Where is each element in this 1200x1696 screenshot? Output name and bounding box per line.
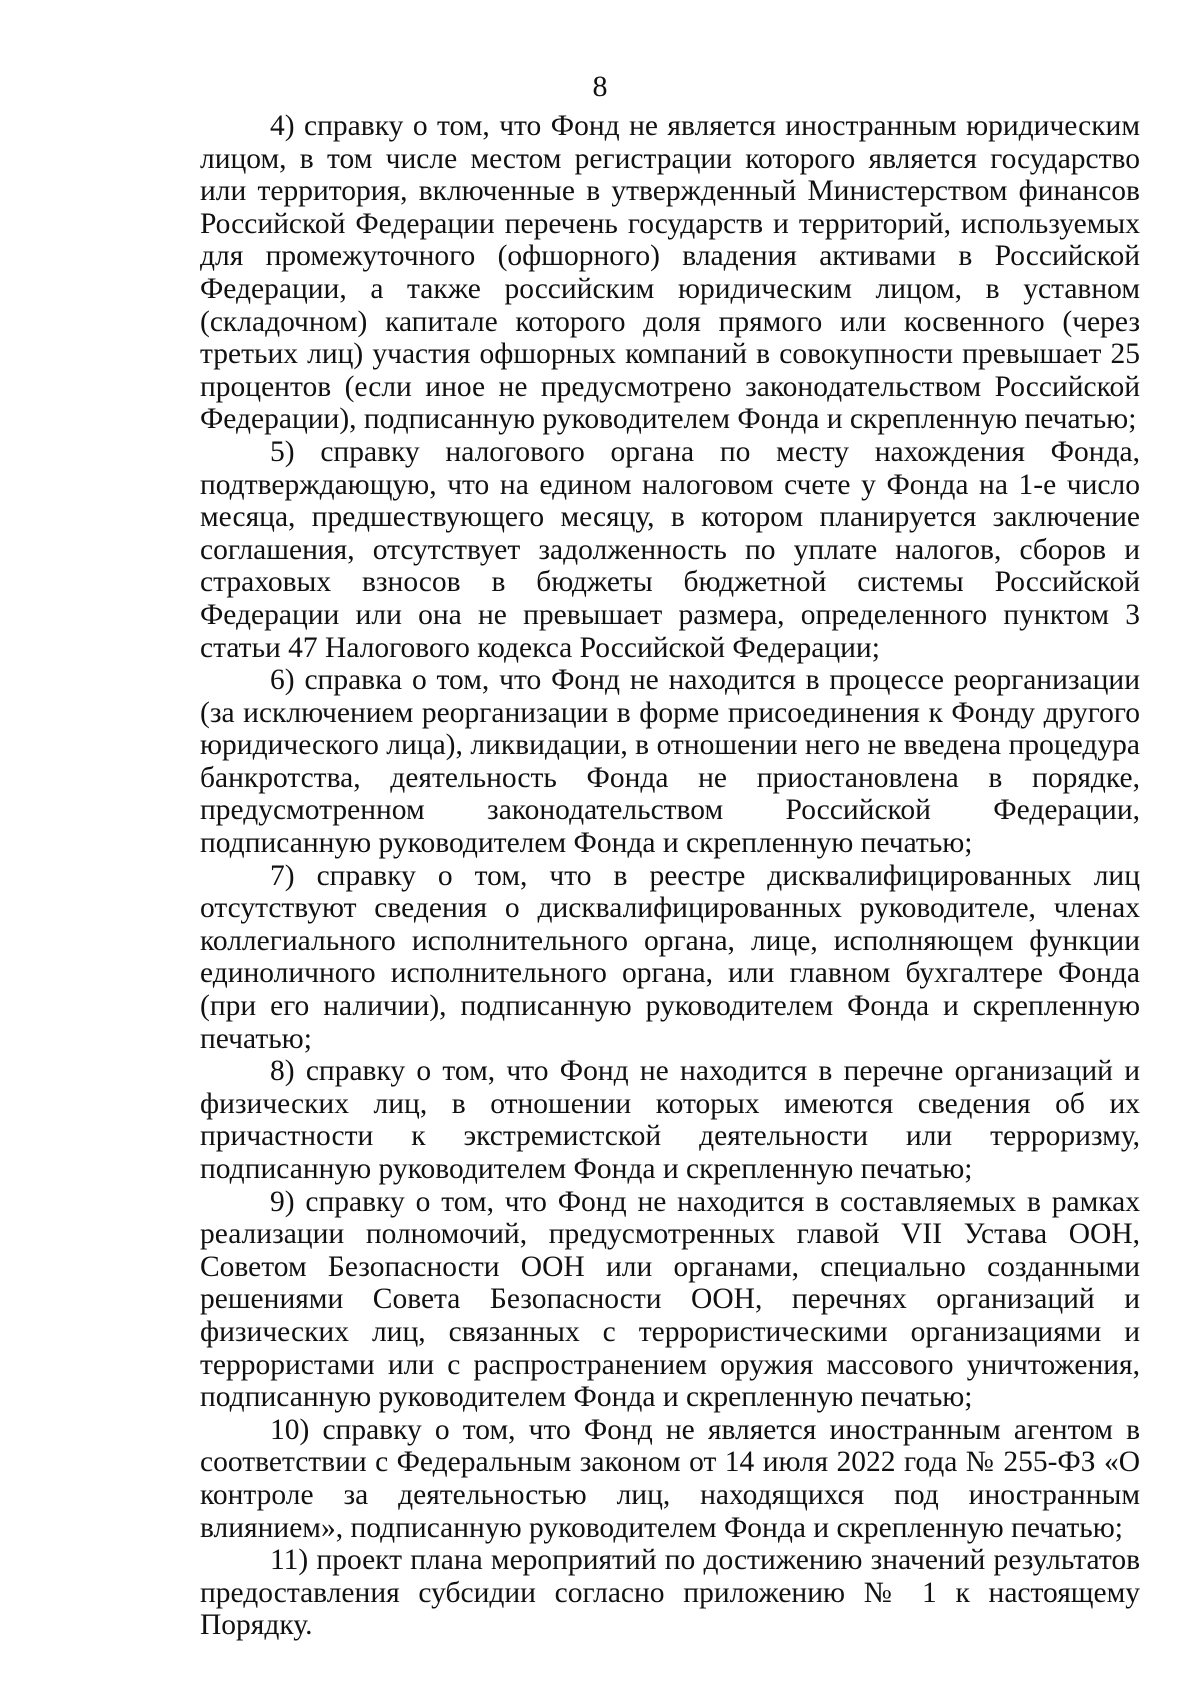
list-item-10: 10) справку о том, что Фонд не является иностранным агентом в соответствии с Федеральным законом от 14 июля 2022 года № 255-ФЗ «О контроле за деятельностью лиц, находящихся под иностранным влиянием», подписанную руководителем Фонда и скрепленную печатью; (200, 1413, 1140, 1544)
list-item-11: 11) проект плана мероприятий по достижению значений результатов предоставления субсидии согласно приложению № 1 к настоящему Порядку. (200, 1544, 1140, 1642)
list-item-9: 9) справку о том, что Фонд не находится в составляемых в рамках реализации полномочий, предусмотренных главой VII Устава ООН, Советом Безопасности ООН или органами, специально созданными решениями Совета Безопасности ООН, перечнях организаций и физических лиц, связанных с террористическими организациями и террористами или с распространением оружия массового уничтожения, подписанную руководителем Фонда и скрепленную печатью; (200, 1185, 1140, 1414)
page-number: 8 (592, 70, 608, 103)
list-item-5: 5) справку налогового органа по месту нахождения Фонда, подтверждающую, что на едином налоговом счете у Фонда на 1-е число месяца, предшествующего месяцу, в котором планируется заключение соглашения, отсутствует задолженность по уплате налогов, сборов и страховых взносов в бюджеты бюджетной системы Российской Федерации или она не превышает размера, определенного пунктом 3 статьи 47 Налогового кодекса Российской Федерации; (200, 435, 1140, 664)
list-item-4: 4) справку о том, что Фонд не является иностранным юридическим лицом, в том числе местом регистрации которого является государство или территория, включенные в утвержденный Министерством финансов Российской Федерации перечень государств и территорий, используемых для промежуточного (офшорного) владения активами в Российской Федерации, а также российским юридическим лицом, в уставном (складочном) капитале которого доля прямого или косвенного (через третьих лиц) участия офшорных компаний в совокупности превышает 25 процентов (если иное не предусмотрено законодательством Российской Федерации), подписанную руководителем Фонда и скрепленную печатью; (200, 110, 1140, 436)
list-item-7: 7) справку о том, что в реестре дисквалифицированных лиц отсутствуют сведения о дисквалифицированных руководителе, членах коллегиального исполнительного органа, лице, исполняющем функции единоличного исполнительного органа, или главном бухгалтере Фонда (при его наличии), подписанную руководителем Фонда и скрепленную печатью; (200, 859, 1140, 1055)
list-item-8: 8) справку о том, что Фонд не находится в перечне организаций и физических лиц, в отношении которых имеются сведения об их причастности к экстремистской деятельности или терроризму, подписанную руководителем Фонда и скрепленную печатью; (200, 1055, 1140, 1185)
list-item-6: 6) справка о том, что Фонд не находится в процессе реорганизации (за исключением реорганизации в форме присоединения к Фонду другого юридического лица), ликвидации, в отношении него не введена процедура банкротства, деятельность Фонда не приостановлена в порядке, предусмотренном законодательством Российской Федерации, подписанную руководителем Фонда и скрепленную печатью; (200, 664, 1140, 860)
document-body (200, 110, 1140, 1642)
